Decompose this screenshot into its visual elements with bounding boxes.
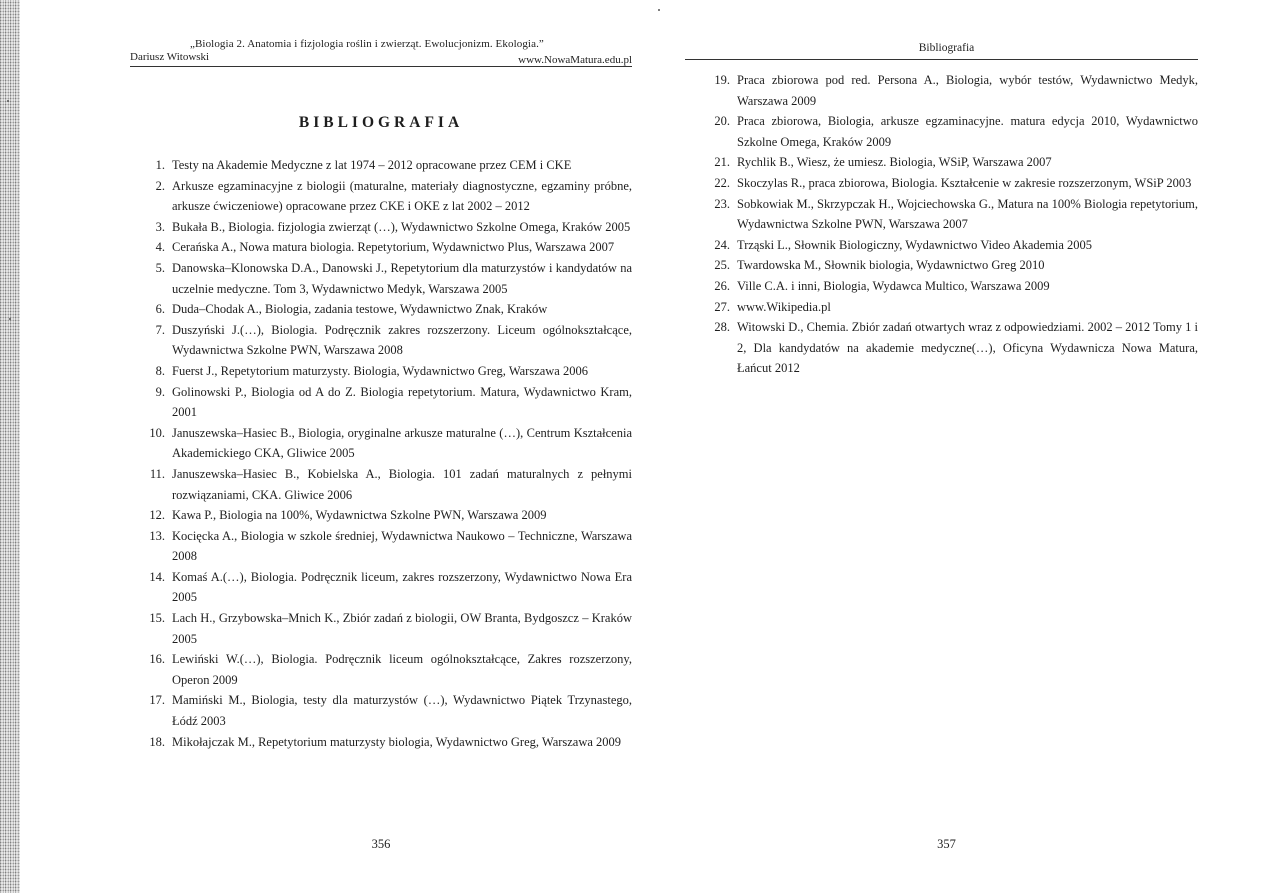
entry-number: 12.	[149, 508, 165, 523]
entry-text: Kocięcka A., Biologia w szkole średniej, Wydawnictwa Naukowo – Techniczne, Warszawa 2008	[172, 528, 632, 564]
bibliography-entry	[130, 299, 632, 320]
entry-text: Bukała B., Biologia. fizjologia zwierząt (…), Wydawnictwo Szkolne Omega, Kraków 2005	[172, 219, 631, 234]
entry-text: Arkusze egzaminacyjne z biologii (maturalne, materiały diagnostyczne, egzaminy próbne, arkusze ćwiczeniowe) opracowane przez CKE i OKE z lat 2002 – 2012	[172, 178, 632, 214]
entry-text: Ville C.A. i inni, Biologia, Wydawca Multico, Warszawa 2009	[737, 278, 1050, 293]
bibliography-title: BIBLIOGRAFIA	[298, 114, 464, 131]
entry-number: 10.	[149, 425, 165, 440]
scan-dust-speck	[9, 318, 11, 320]
entry-text: Cerańska A., Nowa matura biologia. Repetytorium, Wydawnictwo Plus, Warszawa 2007	[172, 240, 615, 255]
bibliography-entry	[695, 152, 1198, 173]
bibliography-entry	[130, 567, 632, 608]
entry-text: Duda–Chodak A., Biologia, zadania testowe, Wydawnictwo Znak, Kraków	[172, 302, 548, 317]
entry-text: Januszewska–Hasiec B., Biologia, oryginalne arkusze maturalne (…), Centrum Kształcenia Akademickiego CKA, Gliwice 2005	[172, 425, 632, 461]
entry-text: Januszewska–Hasiec B., Kobielska A., Biologia. 101 zadań maturalnych z pełnymi rozwiązaniami, CKA. Gliwice 2006	[172, 466, 632, 502]
running-header-section: Bibliografia	[918, 42, 975, 54]
entry-text: Mikołajczak M., Repetytorium maturzysty biologia, Wydawnictwo Greg, Warszawa 2009	[172, 734, 622, 749]
entry-number: 17.	[149, 693, 165, 708]
entry-number: 7.	[155, 322, 165, 337]
bibliography-entry	[130, 176, 632, 217]
entry-number: 28.	[714, 320, 730, 335]
bibliography-entry	[130, 361, 632, 382]
entry-text: Sobkowiak M., Skrzypczak H., Wojciechowska G., Matura na 100% Biologia repetytorium, Wydawnictwa Szkolne PWN, Warszawa 2007	[737, 196, 1198, 232]
bibliography-list-right	[695, 70, 1198, 379]
entry-number: 11.	[149, 466, 165, 481]
entry-text: Komaś A.(…), Biologia. Podręcznik liceum, zakres rozszerzony, Wydawnictwo Nowa Era 2005	[172, 569, 632, 605]
bibliography-entry	[695, 276, 1198, 297]
bibliography-entry	[695, 297, 1198, 318]
bibliography-entry	[695, 111, 1198, 152]
entry-text: Skoczylas R., praca zbiorowa, Biologia. Kształcenie w zakresie rozszerzonym, WSiP 2003	[737, 175, 1192, 190]
bibliography-entry	[130, 526, 632, 567]
bibliography-entry	[130, 155, 632, 176]
entry-number: 27.	[714, 299, 730, 314]
entry-number: 3.	[155, 219, 165, 234]
entry-number: 2.	[155, 178, 165, 193]
entry-number: 24.	[714, 237, 730, 252]
bibliography-entry	[130, 382, 632, 423]
bibliography-entry	[130, 258, 632, 299]
running-header-author: Dariusz Witowski	[130, 51, 210, 63]
entry-text: Twardowska M., Słownik biologia, Wydawnictwo Greg 2010	[737, 258, 1045, 273]
entry-text: Lach H., Grzybowska–Mnich K., Zbiór zadań z biologii, OW Branta, Bydgoszcz – Kraków 2005	[172, 611, 632, 646]
scan-dust-speck	[658, 9, 660, 11]
entry-number: 22.	[714, 175, 730, 190]
entry-text: Lewiński W.(…), Biologia. Podręcznik liceum ogólnokształcące, Zakres rozszerzony, Operon 2009	[172, 652, 632, 687]
entry-number: 21.	[714, 155, 730, 170]
bibliography-entry	[130, 464, 632, 505]
entry-text: Praca zbiorowa, Biologia, arkusze egzaminacyjne. matura edycja 2010, Wydawnictwo Szkolne Omega, Kraków 2009	[737, 114, 1198, 149]
page-number: 357	[937, 837, 956, 851]
entry-number: 1.	[155, 158, 165, 172]
scanner-edge-artifact	[0, 0, 20, 893]
bibliography-entry	[130, 217, 632, 238]
bibliography-entry	[695, 194, 1198, 235]
entry-number: 15.	[149, 611, 165, 626]
entry-text: Rychlik B., Wiesz, że umiesz. Biologia, WSiP, Warszawa 2007	[737, 155, 1052, 170]
entry-number: 5.	[155, 260, 165, 275]
bibliography-entry	[695, 70, 1198, 111]
entry-number: 9.	[155, 384, 165, 399]
bibliography-entry	[695, 317, 1198, 379]
entry-text: Duszyński J.(…), Biologia. Podręcznik zakres rozszerzony. Liceum ogólnokształcące, Wydawnictwa Szkolne PWN, Warszawa 2008	[172, 322, 632, 358]
bibliography-entry	[130, 649, 632, 690]
entry-text: Praca zbiorowa pod red. Persona A., Biologia, wybór testów, Wydawnictwo Medyk, Warszawa 2009	[737, 73, 1198, 108]
entry-text: Mamiński M., Biologia, testy dla maturzystów (…), Wydawnictwo Piątek Trzynastego, Łódź 2003	[172, 693, 632, 729]
entry-text: Golinowski P., Biologia od A do Z. Biologia repetytorium. Matura, Wydawnictwo Kram, 2001	[172, 384, 632, 420]
running-header-url: www.NowaMatura.edu.pl	[518, 54, 632, 66]
entry-number: 4.	[155, 240, 165, 255]
bibliography-entry	[130, 505, 632, 526]
entry-text: Danowska–Klonowska D.A., Danowski J., Repetytorium dla maturzystów i kandydatów na uczelnie medyczne. Tom 3, Wydawnictwo Medyk, Warszawa 2005	[172, 260, 632, 296]
bibliography-entry	[130, 237, 632, 258]
bibliography-entry	[695, 173, 1198, 194]
bibliography-entry	[130, 423, 632, 464]
entry-number: 25.	[714, 258, 730, 273]
bibliography-entry	[695, 255, 1198, 276]
bibliography-entry	[130, 732, 632, 753]
running-header-book-title: „Biologia 2. Anatomia i fizjologia roślin i zwierząt. Ewolucjonizm. Ekologia.”	[190, 38, 544, 50]
bibliography-entry	[130, 320, 632, 361]
entry-text: www.Wikipedia.pl	[737, 299, 831, 314]
entry-number: 14.	[149, 569, 165, 584]
entry-number: 23.	[714, 196, 730, 211]
entry-number: 16.	[149, 652, 165, 667]
entry-number: 18.	[149, 734, 165, 749]
entry-number: 6.	[155, 302, 165, 317]
entry-text: Kawa P., Biologia na 100%, Wydawnictwa Szkolne PWN, Warszawa 2009	[172, 508, 547, 523]
entry-text: Testy na Akademie Medyczne z lat 1974 – 2012 opracowane przez CEM i CKE	[172, 158, 572, 172]
entry-number: 26.	[714, 278, 730, 293]
page-number: 356	[371, 837, 391, 851]
header-rule	[685, 59, 1198, 60]
bibliography-entry	[695, 235, 1198, 256]
bibliography-entry	[130, 690, 632, 731]
bibliography-entry	[130, 608, 632, 649]
entry-number: 13.	[149, 528, 165, 543]
header-rule	[130, 66, 632, 67]
entry-number: 8.	[155, 363, 165, 378]
entry-text: Fuerst J., Repetytorium maturzysty. Biologia, Wydawnictwo Greg, Warszawa 2006	[172, 363, 588, 378]
entry-text: Trząski L., Słownik Biologiczny, Wydawnictwo Video Akademia 2005	[737, 237, 1093, 252]
entry-number: 19.	[714, 73, 730, 87]
scan-dust-speck	[7, 100, 9, 102]
entry-number: 20.	[714, 114, 730, 129]
bibliography-list-left	[130, 155, 632, 752]
entry-text: Witowski D., Chemia. Zbiór zadań otwartych wraz z odpowiedziami. 2002 – 2012 Tomy 1 i 2, Dla kandydatów na akademie medyczne(…), Oficyna Wydawnicza Nowa Matura, Łańcut 2012	[737, 320, 1198, 376]
